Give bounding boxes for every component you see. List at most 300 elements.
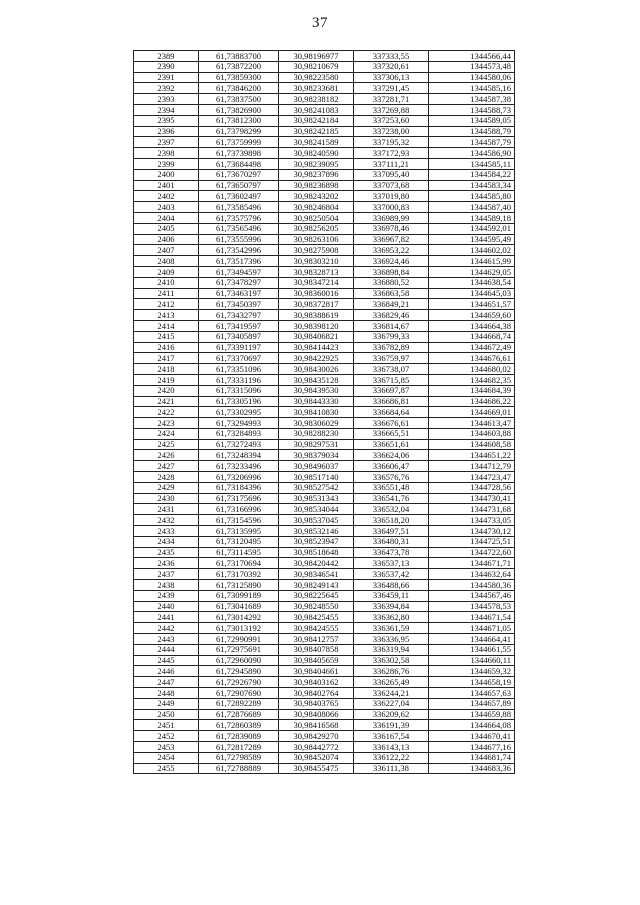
longitude-cell: 30,98424555 xyxy=(279,623,354,634)
point-number-cell: 2442 xyxy=(134,623,199,634)
longitude-cell: 30,98303210 xyxy=(279,256,354,267)
latitude-cell: 61,73284893 xyxy=(199,428,279,439)
point-number-cell: 2411 xyxy=(134,288,199,299)
latitude-cell: 61,73859300 xyxy=(199,72,279,83)
longitude-cell: 30,98249143 xyxy=(279,580,354,591)
table-row xyxy=(134,493,515,504)
longitude-cell: 30,98398120 xyxy=(279,320,354,331)
longitude-cell: 30,98196977 xyxy=(279,51,354,62)
x-coordinate-cell: 336361,59 xyxy=(354,623,429,634)
y-coordinate-cell: 1344573,48 xyxy=(429,61,515,72)
y-coordinate-cell: 1344671,05 xyxy=(429,623,515,634)
y-coordinate-cell: 1344645,03 xyxy=(429,288,515,299)
x-coordinate-cell: 336394,84 xyxy=(354,601,429,612)
y-coordinate-cell: 1344659,32 xyxy=(429,666,515,677)
table-row xyxy=(134,320,515,331)
longitude-cell: 30,98403162 xyxy=(279,677,354,688)
x-coordinate-cell: 336624,06 xyxy=(354,450,429,461)
longitude-cell: 30,98239095 xyxy=(279,158,354,169)
point-number-cell: 2454 xyxy=(134,752,199,763)
longitude-cell: 30,98360016 xyxy=(279,288,354,299)
point-number-cell: 2417 xyxy=(134,353,199,364)
table-row xyxy=(134,353,515,364)
point-number-cell: 2443 xyxy=(134,634,199,645)
x-coordinate-cell: 336459,11 xyxy=(354,590,429,601)
table-row xyxy=(134,461,515,472)
y-coordinate-cell: 1344723,47 xyxy=(429,472,515,483)
x-coordinate-cell: 336651,61 xyxy=(354,439,429,450)
latitude-cell: 61,73602497 xyxy=(199,191,279,202)
latitude-cell: 61,73478297 xyxy=(199,277,279,288)
latitude-cell: 61,73154596 xyxy=(199,515,279,526)
latitude-cell: 61,73872200 xyxy=(199,61,279,72)
x-coordinate-cell: 337195,32 xyxy=(354,137,429,148)
table-row xyxy=(134,655,515,666)
point-number-cell: 2393 xyxy=(134,94,199,105)
x-coordinate-cell: 336111,38 xyxy=(354,763,429,774)
x-coordinate-cell: 336551,48 xyxy=(354,482,429,493)
table-row xyxy=(134,234,515,245)
y-coordinate-cell: 1344670,41 xyxy=(429,731,515,742)
longitude-cell: 30,98225645 xyxy=(279,590,354,601)
latitude-cell: 61,73883700 xyxy=(199,51,279,62)
longitude-cell: 30,98256205 xyxy=(279,223,354,234)
latitude-cell: 61,73684498 xyxy=(199,158,279,169)
longitude-cell: 30,98275908 xyxy=(279,245,354,256)
y-coordinate-cell: 1344587,38 xyxy=(429,94,515,105)
y-coordinate-cell: 1344632,64 xyxy=(429,569,515,580)
table-row xyxy=(134,709,515,720)
point-number-cell: 2418 xyxy=(134,364,199,375)
y-coordinate-cell: 1344671,54 xyxy=(429,612,515,623)
table-row xyxy=(134,407,515,418)
longitude-cell: 30,98263106 xyxy=(279,234,354,245)
point-number-cell: 2425 xyxy=(134,439,199,450)
y-coordinate-cell: 1344651,22 xyxy=(429,450,515,461)
point-number-cell: 2441 xyxy=(134,612,199,623)
point-number-cell: 2434 xyxy=(134,536,199,547)
x-coordinate-cell: 336319,94 xyxy=(354,644,429,655)
longitude-cell: 30,98236898 xyxy=(279,180,354,191)
y-coordinate-cell: 1344585,16 xyxy=(429,83,515,94)
table-row xyxy=(134,504,515,515)
y-coordinate-cell: 1344588,73 xyxy=(429,104,515,115)
longitude-cell: 30,98518648 xyxy=(279,547,354,558)
table-row xyxy=(134,148,515,159)
x-coordinate-cell: 336715,85 xyxy=(354,374,429,385)
longitude-cell: 30,98297531 xyxy=(279,439,354,450)
point-number-cell: 2399 xyxy=(134,158,199,169)
point-number-cell: 2449 xyxy=(134,698,199,709)
longitude-cell: 30,98372817 xyxy=(279,299,354,310)
table-row xyxy=(134,472,515,483)
y-coordinate-cell: 1344608,58 xyxy=(429,439,515,450)
point-number-cell: 2446 xyxy=(134,666,199,677)
x-coordinate-cell: 337073,68 xyxy=(354,180,429,191)
longitude-cell: 30,98233681 xyxy=(279,83,354,94)
latitude-cell: 61,73305196 xyxy=(199,396,279,407)
latitude-cell: 61,73014292 xyxy=(199,612,279,623)
y-coordinate-cell: 1344638,54 xyxy=(429,277,515,288)
table-row xyxy=(134,677,515,688)
table-row xyxy=(134,104,515,115)
y-coordinate-cell: 1344672,49 xyxy=(429,342,515,353)
point-number-cell: 2419 xyxy=(134,374,199,385)
table-row xyxy=(134,623,515,634)
y-coordinate-cell: 1344733,05 xyxy=(429,515,515,526)
longitude-cell: 30,98243202 xyxy=(279,191,354,202)
latitude-cell: 61,73315096 xyxy=(199,385,279,396)
latitude-cell: 61,73125890 xyxy=(199,580,279,591)
y-coordinate-cell: 1344681,74 xyxy=(429,752,515,763)
point-number-cell: 2427 xyxy=(134,461,199,472)
latitude-cell: 61,73555996 xyxy=(199,234,279,245)
table-row xyxy=(134,331,515,342)
longitude-cell: 30,98246804 xyxy=(279,202,354,213)
y-coordinate-cell: 1344664,08 xyxy=(429,720,515,731)
latitude-cell: 61,73670297 xyxy=(199,169,279,180)
table-row xyxy=(134,644,515,655)
longitude-cell: 30,98404661 xyxy=(279,666,354,677)
longitude-cell: 30,98406821 xyxy=(279,331,354,342)
longitude-cell: 30,98242185 xyxy=(279,126,354,137)
latitude-cell: 61,73175696 xyxy=(199,493,279,504)
x-coordinate-cell: 337111,21 xyxy=(354,158,429,169)
x-coordinate-cell: 336686,81 xyxy=(354,396,429,407)
latitude-cell: 61,73405897 xyxy=(199,331,279,342)
table-row xyxy=(134,212,515,223)
y-coordinate-cell: 1344584,22 xyxy=(429,169,515,180)
x-coordinate-cell: 336924,46 xyxy=(354,256,429,267)
latitude-cell: 61,73206996 xyxy=(199,472,279,483)
x-coordinate-cell: 336532,04 xyxy=(354,504,429,515)
point-number-cell: 2439 xyxy=(134,590,199,601)
latitude-cell: 61,72788889 xyxy=(199,763,279,774)
y-coordinate-cell: 1344585,80 xyxy=(429,191,515,202)
longitude-cell: 30,98379034 xyxy=(279,450,354,461)
longitude-cell: 30,98527542 xyxy=(279,482,354,493)
longitude-cell: 30,98388619 xyxy=(279,310,354,321)
table-row xyxy=(134,83,515,94)
table-row xyxy=(134,310,515,321)
y-coordinate-cell: 1344682,35 xyxy=(429,374,515,385)
y-coordinate-cell: 1344580,36 xyxy=(429,580,515,591)
latitude-cell: 61,73120495 xyxy=(199,536,279,547)
table-row xyxy=(134,223,515,234)
latitude-cell: 61,73166996 xyxy=(199,504,279,515)
table-row xyxy=(134,61,515,72)
latitude-cell: 61,73517396 xyxy=(199,256,279,267)
table-row xyxy=(134,698,515,709)
x-coordinate-cell: 336488,66 xyxy=(354,580,429,591)
point-number-cell: 2403 xyxy=(134,202,199,213)
latitude-cell: 61,72926790 xyxy=(199,677,279,688)
x-coordinate-cell: 337269,88 xyxy=(354,104,429,115)
latitude-cell: 61,73233496 xyxy=(199,461,279,472)
point-number-cell: 2433 xyxy=(134,526,199,537)
x-coordinate-cell: 336244,21 xyxy=(354,688,429,699)
table-row xyxy=(134,385,515,396)
point-number-cell: 2397 xyxy=(134,137,199,148)
longitude-cell: 30,98238182 xyxy=(279,94,354,105)
x-coordinate-cell: 337281,71 xyxy=(354,94,429,105)
x-coordinate-cell: 336880,52 xyxy=(354,277,429,288)
longitude-cell: 30,98517140 xyxy=(279,472,354,483)
longitude-cell: 30,98537045 xyxy=(279,515,354,526)
latitude-cell: 61,73846200 xyxy=(199,83,279,94)
y-coordinate-cell: 1344589,18 xyxy=(429,212,515,223)
x-coordinate-cell: 336473,78 xyxy=(354,547,429,558)
y-coordinate-cell: 1344657,63 xyxy=(429,688,515,699)
x-coordinate-cell: 336286,76 xyxy=(354,666,429,677)
longitude-cell: 30,98443330 xyxy=(279,396,354,407)
latitude-cell: 61,73294993 xyxy=(199,418,279,429)
point-number-cell: 2452 xyxy=(134,731,199,742)
point-number-cell: 2400 xyxy=(134,169,199,180)
latitude-cell: 61,73650797 xyxy=(199,180,279,191)
longitude-cell: 30,98328713 xyxy=(279,266,354,277)
y-coordinate-cell: 1344668,74 xyxy=(429,331,515,342)
table-row xyxy=(134,299,515,310)
y-coordinate-cell: 1344669,01 xyxy=(429,407,515,418)
table-row xyxy=(134,612,515,623)
longitude-cell: 30,98430026 xyxy=(279,364,354,375)
latitude-cell: 61,73184396 xyxy=(199,482,279,493)
table-row xyxy=(134,115,515,126)
y-coordinate-cell: 1344580,06 xyxy=(429,72,515,83)
y-coordinate-cell: 1344603,88 xyxy=(429,428,515,439)
x-coordinate-cell: 336978,46 xyxy=(354,223,429,234)
y-coordinate-cell: 1344587,40 xyxy=(429,202,515,213)
x-coordinate-cell: 337172,93 xyxy=(354,148,429,159)
latitude-cell: 61,72990991 xyxy=(199,634,279,645)
longitude-cell: 30,98422925 xyxy=(279,353,354,364)
longitude-cell: 30,98452074 xyxy=(279,752,354,763)
longitude-cell: 30,98306029 xyxy=(279,418,354,429)
longitude-cell: 30,98425455 xyxy=(279,612,354,623)
x-coordinate-cell: 336537,13 xyxy=(354,558,429,569)
point-number-cell: 2412 xyxy=(134,299,199,310)
table-row xyxy=(134,288,515,299)
latitude-cell: 61,73463197 xyxy=(199,288,279,299)
longitude-cell: 30,98403765 xyxy=(279,698,354,709)
longitude-cell: 30,98223580 xyxy=(279,72,354,83)
x-coordinate-cell: 337000,83 xyxy=(354,202,429,213)
latitude-cell: 61,73542996 xyxy=(199,245,279,256)
table-row xyxy=(134,374,515,385)
y-coordinate-cell: 1344658,19 xyxy=(429,677,515,688)
latitude-cell: 61,73114595 xyxy=(199,547,279,558)
table-row xyxy=(134,752,515,763)
x-coordinate-cell: 336537,42 xyxy=(354,569,429,580)
latitude-cell: 61,73432797 xyxy=(199,310,279,321)
y-coordinate-cell: 1344651,57 xyxy=(429,299,515,310)
table-row xyxy=(134,277,515,288)
longitude-cell: 30,98240590 xyxy=(279,148,354,159)
y-coordinate-cell: 1344664,41 xyxy=(429,634,515,645)
table-row xyxy=(134,580,515,591)
longitude-cell: 30,98241083 xyxy=(279,104,354,115)
point-number-cell: 2422 xyxy=(134,407,199,418)
table-row xyxy=(134,51,515,62)
point-number-cell: 2392 xyxy=(134,83,199,94)
point-number-cell: 2430 xyxy=(134,493,199,504)
y-coordinate-cell: 1344664,38 xyxy=(429,320,515,331)
y-coordinate-cell: 1344589,05 xyxy=(429,115,515,126)
point-number-cell: 2426 xyxy=(134,450,199,461)
y-coordinate-cell: 1344677,16 xyxy=(429,742,515,753)
point-number-cell: 2424 xyxy=(134,428,199,439)
longitude-cell: 30,98242184 xyxy=(279,115,354,126)
y-coordinate-cell: 1344725,51 xyxy=(429,536,515,547)
longitude-cell: 30,98250504 xyxy=(279,212,354,223)
longitude-cell: 30,98420442 xyxy=(279,558,354,569)
latitude-cell: 61,73450397 xyxy=(199,299,279,310)
point-number-cell: 2451 xyxy=(134,720,199,731)
longitude-cell: 30,98496037 xyxy=(279,461,354,472)
latitude-cell: 61,73041689 xyxy=(199,601,279,612)
longitude-cell: 30,98346541 xyxy=(279,569,354,580)
y-coordinate-cell: 1344661,55 xyxy=(429,644,515,655)
x-coordinate-cell: 336518,20 xyxy=(354,515,429,526)
longitude-cell: 30,98241589 xyxy=(279,137,354,148)
point-number-cell: 2406 xyxy=(134,234,199,245)
point-number-cell: 2405 xyxy=(134,223,199,234)
y-coordinate-cell: 1344567,46 xyxy=(429,590,515,601)
y-coordinate-cell: 1344680,02 xyxy=(429,364,515,375)
x-coordinate-cell: 337238,00 xyxy=(354,126,429,137)
longitude-cell: 30,98442772 xyxy=(279,742,354,753)
x-coordinate-cell: 336576,76 xyxy=(354,472,429,483)
y-coordinate-cell: 1344566,44 xyxy=(429,51,515,62)
table-row xyxy=(134,202,515,213)
latitude-cell: 61,73585496 xyxy=(199,202,279,213)
latitude-cell: 61,73565496 xyxy=(199,223,279,234)
latitude-cell: 61,72907690 xyxy=(199,688,279,699)
table-row xyxy=(134,515,515,526)
point-number-cell: 2396 xyxy=(134,126,199,137)
x-coordinate-cell: 336167,54 xyxy=(354,731,429,742)
point-number-cell: 2390 xyxy=(134,61,199,72)
table-row xyxy=(134,526,515,537)
y-coordinate-cell: 1344731,68 xyxy=(429,504,515,515)
table-row xyxy=(134,126,515,137)
x-coordinate-cell: 336697,87 xyxy=(354,385,429,396)
longitude-cell: 30,98412757 xyxy=(279,634,354,645)
latitude-cell: 61,73302995 xyxy=(199,407,279,418)
latitude-cell: 61,72860389 xyxy=(199,720,279,731)
table-row xyxy=(134,482,515,493)
table-row xyxy=(134,731,515,742)
latitude-cell: 61,73170694 xyxy=(199,558,279,569)
point-number-cell: 2448 xyxy=(134,688,199,699)
point-number-cell: 2447 xyxy=(134,677,199,688)
latitude-cell: 61,73272493 xyxy=(199,439,279,450)
longitude-cell: 30,98414423 xyxy=(279,342,354,353)
y-coordinate-cell: 1344659,60 xyxy=(429,310,515,321)
x-coordinate-cell: 336759,97 xyxy=(354,353,429,364)
y-coordinate-cell: 1344730,41 xyxy=(429,493,515,504)
point-number-cell: 2395 xyxy=(134,115,199,126)
table-row xyxy=(134,450,515,461)
y-coordinate-cell: 1344615,99 xyxy=(429,256,515,267)
table-row xyxy=(134,439,515,450)
point-number-cell: 2423 xyxy=(134,418,199,429)
point-number-cell: 2416 xyxy=(134,342,199,353)
latitude-cell: 61,73170392 xyxy=(199,569,279,580)
latitude-cell: 61,72817289 xyxy=(199,742,279,753)
y-coordinate-cell: 1344588,79 xyxy=(429,126,515,137)
latitude-cell: 61,73575796 xyxy=(199,212,279,223)
x-coordinate-cell: 336863,58 xyxy=(354,288,429,299)
point-number-cell: 2414 xyxy=(134,320,199,331)
latitude-cell: 61,73812300 xyxy=(199,115,279,126)
longitude-cell: 30,98288230 xyxy=(279,428,354,439)
point-number-cell: 2421 xyxy=(134,396,199,407)
point-number-cell: 2450 xyxy=(134,709,199,720)
table-row xyxy=(134,418,515,429)
table-row xyxy=(134,742,515,753)
y-coordinate-cell: 1344659,88 xyxy=(429,709,515,720)
page-number: 37 xyxy=(312,15,328,31)
longitude-cell: 30,98531343 xyxy=(279,493,354,504)
longitude-cell: 30,98408066 xyxy=(279,709,354,720)
longitude-cell: 30,98407858 xyxy=(279,644,354,655)
latitude-cell: 61,73419597 xyxy=(199,320,279,331)
point-number-cell: 2408 xyxy=(134,256,199,267)
latitude-cell: 61,73135995 xyxy=(199,526,279,537)
longitude-cell: 30,98237896 xyxy=(279,169,354,180)
latitude-cell: 61,72945890 xyxy=(199,666,279,677)
x-coordinate-cell: 336676,61 xyxy=(354,418,429,429)
longitude-cell: 30,98523947 xyxy=(279,536,354,547)
x-coordinate-cell: 336953,22 xyxy=(354,245,429,256)
table-row xyxy=(134,428,515,439)
x-coordinate-cell: 336143,13 xyxy=(354,742,429,753)
y-coordinate-cell: 1344712,79 xyxy=(429,461,515,472)
table-row xyxy=(134,558,515,569)
table-row xyxy=(134,158,515,169)
table-row xyxy=(134,364,515,375)
longitude-cell: 30,98532146 xyxy=(279,526,354,537)
point-number-cell: 2407 xyxy=(134,245,199,256)
y-coordinate-cell: 1344585,11 xyxy=(429,158,515,169)
x-coordinate-cell: 336799,33 xyxy=(354,331,429,342)
latitude-cell: 61,73099189 xyxy=(199,590,279,601)
x-coordinate-cell: 336480,31 xyxy=(354,536,429,547)
table-row xyxy=(134,245,515,256)
point-number-cell: 2440 xyxy=(134,601,199,612)
longitude-cell: 30,98455475 xyxy=(279,763,354,774)
longitude-cell: 30,98534044 xyxy=(279,504,354,515)
x-coordinate-cell: 337253,60 xyxy=(354,115,429,126)
x-coordinate-cell: 336829,46 xyxy=(354,310,429,321)
x-coordinate-cell: 336989,99 xyxy=(354,212,429,223)
x-coordinate-cell: 337095,40 xyxy=(354,169,429,180)
x-coordinate-cell: 336782,89 xyxy=(354,342,429,353)
table-row xyxy=(134,256,515,267)
y-coordinate-cell: 1344586,90 xyxy=(429,148,515,159)
point-number-cell: 2402 xyxy=(134,191,199,202)
coordinates-table xyxy=(133,50,515,774)
x-coordinate-cell: 336849,21 xyxy=(354,299,429,310)
x-coordinate-cell: 336122,22 xyxy=(354,752,429,763)
y-coordinate-cell: 1344728,56 xyxy=(429,482,515,493)
point-number-cell: 2410 xyxy=(134,277,199,288)
y-coordinate-cell: 1344657,89 xyxy=(429,698,515,709)
table-row xyxy=(134,191,515,202)
latitude-cell: 61,72975691 xyxy=(199,644,279,655)
